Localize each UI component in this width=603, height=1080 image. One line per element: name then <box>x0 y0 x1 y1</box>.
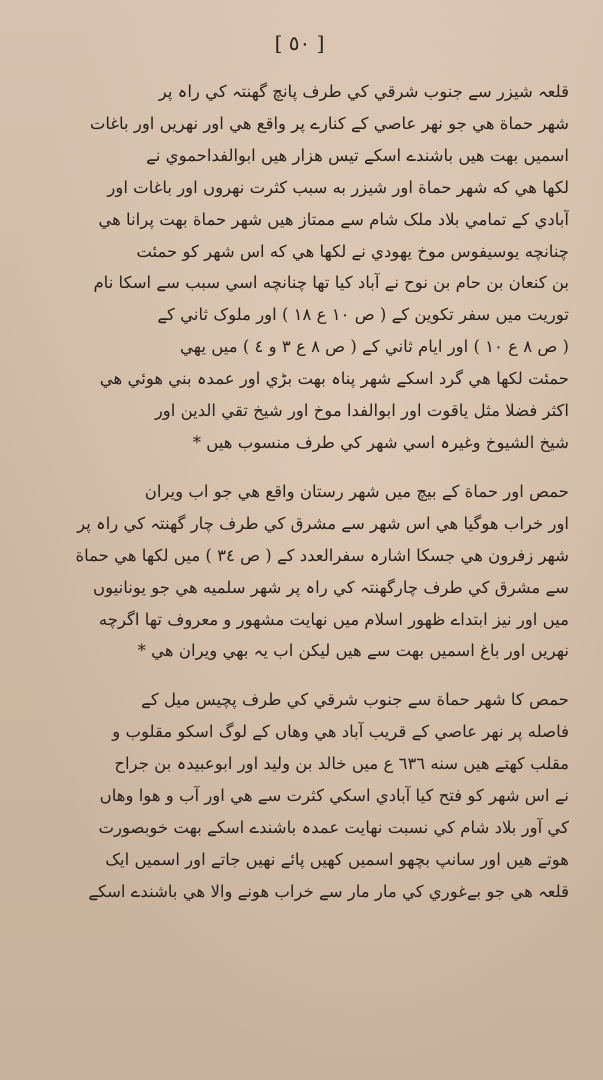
text-line: اسميں بهت هيں باشندے اسکے تيس هزار هيں ابوالفداحموي نے <box>146 145 569 165</box>
text-line: حمئت لکها هي گرد اسکے شهر پناہ بهت بڑي اور عمدہ بني هوئي هي <box>99 369 569 389</box>
text-line: اکثر فضلا مثل ياقوت اور ابوالفدا موخ اور شيخ تقي الدين اور <box>154 401 569 421</box>
text-line: ميں اور نيز ابتداے ظهور اسلام ميں نهايت مشهور و معروف تها اگرچه <box>98 609 569 629</box>
text-line: قلعہ هي جو بےغوري کي مار مار سے خراب هونے والا هي باشندے اسکے <box>88 881 569 901</box>
text-line: نهريں اور باغ اسميں بهت سے هيں ليکن اب يہ بهي ويران هي * <box>137 641 569 661</box>
paragraph-homs <box>30 684 569 907</box>
text-line: مقلب کهتے هيں سنه ٦٣٦ ع ميں خالد بن وليد اور ابوعبيدہ بن جراح <box>114 754 569 774</box>
text-line: نے اس شهر کو فتح کيا آبادي اسکي کثرت سے هي اور آب و هوا وهاں <box>99 786 569 806</box>
text-line: لکها هي که شهر حماة اور شيزر به سبب کثرت نهروں اور باغات اور <box>107 177 569 197</box>
text-line: حمص اور حماة کے بيچ ميں شهر رستان واقع هي جو اب ويران <box>144 481 569 501</box>
page-number: [ ٥٠ ] <box>274 31 325 55</box>
paragraph-rastan <box>30 476 569 667</box>
text-line: قلعہ شیزر سے جنوب شرقي کي طرف پانچ گهنتہ کي راہ پر <box>158 82 569 101</box>
text-line: آبادي کے تمامي بلاد ملک شام سے ممتاز هيں شهر حماة بهت پرانا هي <box>98 209 569 229</box>
text-line: حمص کا شهر حماة سے جنوب شرقي کي طرف پچيس ميل کے <box>141 690 569 710</box>
text-line: بن کنعان بن حام بن نوح نے آباد کيا تها چنانچه اسي سبب سے اسکا نام <box>93 273 569 293</box>
text-line: شيخ الشيوخ وغيرہ اسي شهر کي طرف منسوب هيں * <box>192 432 569 452</box>
text-line: شهر زفرون هي جسکا اشارہ سفرالعدد کے ( ص ٣٤ ) ميں لکها هي حماة <box>75 545 569 565</box>
text-line: فاصله پر نهر عاصي کے قريب آباد هي وهاں کے لوگ اسکو مقلوب و <box>112 722 569 742</box>
text-line: هوتے هيں اور سانپ بچهو اسميں کهيں پائے نهيں جاتے اور اسميں ايک <box>105 849 569 869</box>
text-line: شهر حماة هي جو نهر عاصي کے کنارے پر واقع هي اور نهريں اور باغات <box>89 113 569 133</box>
text-line: ( ص ٨ ع ١٠ ) اور ايام ثاني کے ( ص ٨ ع ٣ و ٤ ) ميں يهي <box>180 337 569 357</box>
text-line: اور خراب هوگيا هي اس شهر سے مشرق کي طرف چار گهنتہ کي راہ پر <box>77 513 569 533</box>
text-line: توريت ميں سفر تکوين کے ( ص ١٠ ع ١٨ ) اور ملوک ثاني کے <box>157 305 569 325</box>
text-line: سے مشرق کي طرف چارگهنتہ کي راہ پر شهر سلميه هي جو يونانيوں <box>93 577 569 597</box>
text-line: کي آور بلاد شام کي نسبت نهايت عمدہ باشندے اسکے بهت خوبصورت <box>98 817 569 837</box>
paragraph-hama <box>30 76 569 459</box>
text-line: چنانچه يوسيفوس موخ يهودي نے لکها هي که اس شهر کو حمئت <box>136 241 569 261</box>
